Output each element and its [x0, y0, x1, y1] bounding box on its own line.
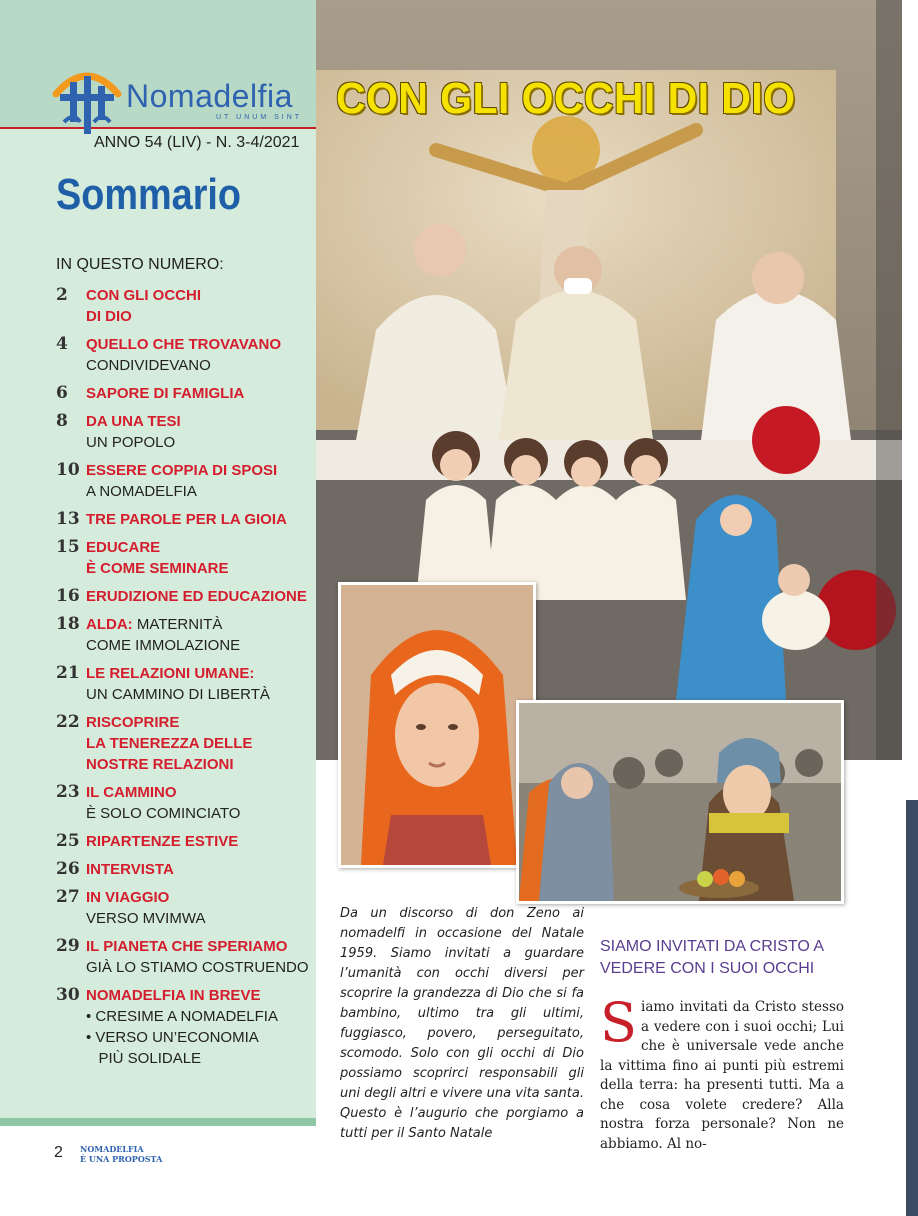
- toc-subtitle: A NOMADELFIA: [86, 483, 197, 500]
- toc-title: RIPARTENZE ESTIVE: [86, 833, 239, 850]
- toc-title-text: ALDA:: [86, 616, 133, 633]
- toc-title: IL CAMMINO: [86, 784, 177, 801]
- toc-title: CON GLI OCCHI: [86, 287, 201, 304]
- toc-entry[interactable]: [56, 460, 314, 502]
- toc-page-number: 23: [56, 782, 80, 802]
- toc-page-number: 18: [56, 614, 80, 634]
- toc-page-number: 21: [56, 663, 80, 683]
- toc-page-number: 25: [56, 831, 80, 851]
- headline: CON GLI OCCHI DI DIO: [336, 74, 796, 123]
- toc-entry[interactable]: [56, 285, 314, 327]
- toc-title: ERUDIZIONE ED EDUCAZIONE: [86, 588, 307, 605]
- brand-name: Nomadelfia: [126, 78, 293, 114]
- article-heading: SIAMO INVITATI DA CRISTO A VEDERE CON I SUOI OCCHI: [600, 938, 824, 977]
- nomadelfia-logo[interactable]: [50, 64, 312, 136]
- toc-page-number: 6: [56, 383, 68, 403]
- drop-cap: S: [600, 991, 637, 1054]
- toc-entry[interactable]: [56, 712, 314, 775]
- toc-entry[interactable]: [56, 887, 314, 929]
- toc-title-line3: NOSTRE RELAZIONI: [86, 756, 234, 773]
- toc-entry[interactable]: [56, 509, 314, 530]
- toc-title: TRE PAROLE PER LA GIOIA: [86, 511, 287, 528]
- toc-entry[interactable]: [56, 411, 314, 453]
- toc-page-number: 15: [56, 537, 80, 557]
- brand-motto: UT UNUM SINT: [216, 114, 303, 121]
- toc-subtitle: COME IMMOLAZIONE: [86, 637, 241, 654]
- table-of-contents: [56, 285, 314, 1076]
- toc-title-line2: DI DIO: [86, 308, 132, 325]
- toc-title: IL PIANETA CHE SPERIAMO: [86, 938, 288, 955]
- toc-subtitle: CONDIVIDEVANO: [86, 357, 211, 374]
- toc-title: DA UNA TESI: [86, 413, 181, 430]
- toc-entry[interactable]: [56, 537, 314, 579]
- toc-page-number: 2: [56, 285, 68, 305]
- toc-title: NOMADELFIA IN BREVE: [86, 987, 261, 1004]
- photo-nativity-kids: [516, 700, 844, 904]
- toc-bullet: PIÙ SOLIDALE: [86, 1050, 202, 1067]
- toc-subtitle: UN POPOLO: [86, 434, 176, 451]
- toc-subtitle: UN CAMMINO DI LIBERTÀ: [86, 686, 270, 703]
- toc-page-number: 27: [56, 887, 80, 907]
- page-number: 2: [54, 1144, 63, 1161]
- toc-page-number: 10: [56, 460, 80, 480]
- toc-page-number: 22: [56, 712, 80, 732]
- toc-subtitle: VERSO MVIMWA: [86, 910, 206, 927]
- toc-entry[interactable]: [56, 985, 314, 1069]
- toc-page-number: 26: [56, 859, 80, 879]
- toc-title: EDUCARE: [86, 539, 161, 556]
- page-title: Sommario: [56, 170, 242, 219]
- toc-subtitle: GIÀ LO STIAMO COSTRUENDO: [86, 959, 309, 976]
- toc-entry[interactable]: [56, 663, 314, 705]
- toc-title: SAPORE DI FAMIGLIA: [86, 385, 245, 402]
- toc-title: IN VIAGGIO: [86, 889, 170, 906]
- toc-entry[interactable]: [56, 831, 314, 852]
- sidebar-bottom-rule: [0, 1118, 316, 1126]
- toc-page-number: 13: [56, 509, 80, 529]
- footer-brand: NOMADELFIA: [80, 1144, 144, 1154]
- footer-tagline: È UNA PROPOSTA: [80, 1154, 163, 1164]
- toc-page-number: 30: [56, 985, 80, 1005]
- photo-girl-portrait: [338, 582, 536, 868]
- photo-girl-illustration: [341, 585, 533, 865]
- photo-kids-illustration: [519, 703, 841, 901]
- toc-entry[interactable]: [56, 614, 314, 656]
- toc-entry[interactable]: [56, 334, 314, 376]
- toc-bullet-list: [86, 1006, 314, 1069]
- toc-page-number: 29: [56, 936, 80, 956]
- toc-title: [86, 614, 314, 635]
- toc-entry[interactable]: [56, 586, 314, 607]
- toc-entry[interactable]: [56, 383, 314, 404]
- article-text: iamo invitati da Cristo stesso a vedere con i suoi occhi; Lui che è universale vede anche la vittima fino ai punti più estremi della terra: ha presenti tutti. Ma a che cosa volete credere? Alla nostra forza personale? Non ne abbiamo. Al no-: [600, 999, 844, 1152]
- next-page-edge: [906, 800, 918, 1216]
- issue-number: ANNO 54 (LIV) - N. 3-4/2021: [94, 134, 300, 151]
- toc-page-number: 8: [56, 411, 68, 431]
- toc-entry[interactable]: [56, 936, 314, 978]
- toc-entry[interactable]: [56, 782, 314, 824]
- toc-page-number: 16: [56, 586, 80, 606]
- intro-quote: Da un discorso di don Zeno ai nomadelfi in occasione del Natale 1959. Siamo invitati a guardare l’umanità con occhi diversi per scoprire la grandezza di Dio che si fa bambino, ultimo tra gli ultimi, fuggiasco, povero, perseguitato, scomodo. Solo con gli occhi di Dio possiamo scoprirci responsabili gli uni degli altri e vivere una vita santa. Questo è l’augurio che porgiamo a tutti per il Santo Natale: [340, 906, 584, 1141]
- toc-subtitle: È SOLO COMINCIATO: [86, 805, 241, 822]
- toc-title: ESSERE COPPIA DI SPOSI: [86, 462, 278, 479]
- toc-subtitle-inline: MATERNITÀ: [132, 616, 223, 633]
- article-body: [600, 991, 844, 1154]
- toc-title: RISCOPRIRE: [86, 714, 180, 731]
- toc-title: QUELLO CHE TROVAVANO: [86, 336, 281, 353]
- toc-title: INTERVISTA: [86, 861, 174, 878]
- toc-intro: IN QUESTO NUMERO:: [56, 256, 224, 273]
- toc-entry[interactable]: [56, 859, 314, 880]
- toc-title-line2: LA TENEREZZA DELLE: [86, 735, 253, 752]
- toc-page-number: 4: [56, 334, 68, 354]
- toc-bullet: • VERSO UN’ECONOMIA: [86, 1029, 259, 1046]
- toc-title: LE RELAZIONI UMANE:: [86, 665, 255, 682]
- toc-title-line2: È COME SEMINARE: [86, 560, 229, 577]
- toc-bullet: • CRESIME A NOMADELFIA: [86, 1008, 278, 1025]
- nomadelfia-logo-icon: [50, 64, 124, 136]
